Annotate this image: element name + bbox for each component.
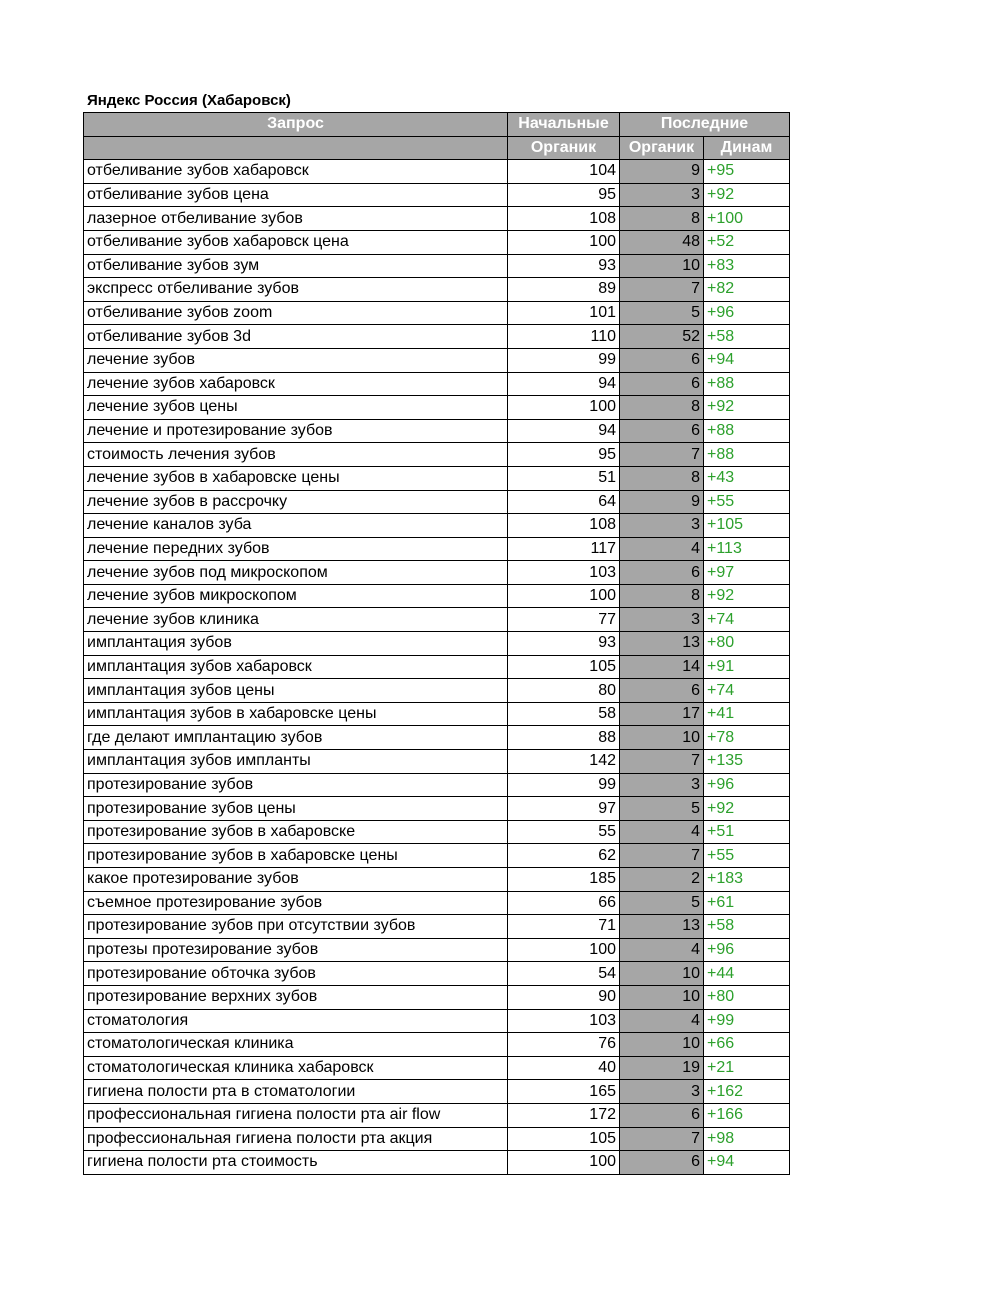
query-cell: лечение зубов цены xyxy=(84,396,508,420)
query-cell: отбеливание зубов хабаровск цена xyxy=(84,230,508,254)
last-organic-cell: 7 xyxy=(620,844,704,868)
start-organic-cell: 89 xyxy=(508,278,620,302)
dynamics-cell: +58 xyxy=(704,915,790,939)
dynamics-cell: +88 xyxy=(704,372,790,396)
table-row xyxy=(84,183,790,207)
table-row xyxy=(84,348,790,372)
start-organic-cell: 58 xyxy=(508,702,620,726)
query-cell: протезирование зубов xyxy=(84,773,508,797)
table-row xyxy=(84,868,790,892)
dynamics-cell: +21 xyxy=(704,1056,790,1080)
table-row xyxy=(84,1009,790,1033)
query-cell: лечение зубов под микроскопом xyxy=(84,561,508,585)
last-organic-cell: 8 xyxy=(620,466,704,490)
table-row xyxy=(84,207,790,231)
last-organic-cell: 8 xyxy=(620,396,704,420)
dynamics-cell: +88 xyxy=(704,443,790,467)
dynamics-cell: +88 xyxy=(704,419,790,443)
query-cell: протезирование верхних зубов xyxy=(84,985,508,1009)
query-cell: протезирование зубов в хабаровске xyxy=(84,820,508,844)
query-cell: лазерное отбеливание зубов xyxy=(84,207,508,231)
last-organic-cell: 6 xyxy=(620,419,704,443)
query-cell: лечение зубов микроскопом xyxy=(84,584,508,608)
dynamics-cell: +95 xyxy=(704,160,790,184)
query-cell: отбеливание зубов зум xyxy=(84,254,508,278)
start-organic-cell: 100 xyxy=(508,584,620,608)
start-organic-cell: 165 xyxy=(508,1080,620,1104)
start-organic-cell: 100 xyxy=(508,938,620,962)
start-organic-cell: 105 xyxy=(508,1127,620,1151)
header-row-sub xyxy=(84,136,790,160)
start-organic-cell: 95 xyxy=(508,183,620,207)
query-cell: лечение передних зубов xyxy=(84,537,508,561)
start-organic-cell: 94 xyxy=(508,419,620,443)
last-organic-cell: 13 xyxy=(620,632,704,656)
table-row xyxy=(84,278,790,302)
last-organic-cell: 10 xyxy=(620,1033,704,1057)
dynamics-cell: +94 xyxy=(704,1151,790,1175)
query-cell: профессиональная гигиена полости рта air flow xyxy=(84,1103,508,1127)
dynamics-cell: +166 xyxy=(704,1103,790,1127)
query-cell: отбеливание зубов 3d xyxy=(84,325,508,349)
start-organic-cell: 101 xyxy=(508,301,620,325)
start-organic-cell: 117 xyxy=(508,537,620,561)
dynamics-cell: +51 xyxy=(704,820,790,844)
start-organic-cell: 55 xyxy=(508,820,620,844)
query-cell: имплантация зубов цены xyxy=(84,679,508,703)
start-organic-cell: 103 xyxy=(508,1009,620,1033)
query-cell: отбеливание зубов zoom xyxy=(84,301,508,325)
last-organic-cell: 4 xyxy=(620,820,704,844)
dynamics-cell: +52 xyxy=(704,230,790,254)
query-cell: протезы протезирование зубов xyxy=(84,938,508,962)
start-organic-cell: 103 xyxy=(508,561,620,585)
dynamics-cell: +55 xyxy=(704,490,790,514)
last-organic-cell: 4 xyxy=(620,938,704,962)
dynamics-cell: +113 xyxy=(704,537,790,561)
dynamics-cell: +98 xyxy=(704,1127,790,1151)
table-row xyxy=(84,514,790,538)
table-row xyxy=(84,655,790,679)
query-cell: протезирование зубов в хабаровске цены xyxy=(84,844,508,868)
dynamics-cell: +105 xyxy=(704,514,790,538)
start-organic-cell: 108 xyxy=(508,514,620,538)
dynamics-cell: +92 xyxy=(704,396,790,420)
start-organic-cell: 90 xyxy=(508,985,620,1009)
table-row xyxy=(84,419,790,443)
start-organic-cell: 100 xyxy=(508,230,620,254)
query-cell: отбеливание зубов хабаровск xyxy=(84,160,508,184)
start-organic-cell: 108 xyxy=(508,207,620,231)
dynamics-cell: +99 xyxy=(704,1009,790,1033)
last-organic-cell: 5 xyxy=(620,301,704,325)
table-row xyxy=(84,1127,790,1151)
table-row xyxy=(84,726,790,750)
last-organic-cell: 7 xyxy=(620,278,704,302)
table-row xyxy=(84,1103,790,1127)
header-last-group: Последние xyxy=(620,113,790,137)
query-cell: отбеливание зубов цена xyxy=(84,183,508,207)
last-organic-cell: 3 xyxy=(620,1080,704,1104)
query-cell: протезирование зубов при отсутствии зубов xyxy=(84,915,508,939)
last-organic-cell: 9 xyxy=(620,160,704,184)
table-row xyxy=(84,702,790,726)
last-organic-cell: 3 xyxy=(620,608,704,632)
dynamics-cell: +43 xyxy=(704,466,790,490)
last-organic-cell: 7 xyxy=(620,443,704,467)
last-organic-cell: 4 xyxy=(620,1009,704,1033)
dynamics-cell: +58 xyxy=(704,325,790,349)
last-organic-cell: 5 xyxy=(620,797,704,821)
table-row xyxy=(84,797,790,821)
table-row xyxy=(84,1080,790,1104)
dynamics-cell: +74 xyxy=(704,679,790,703)
last-organic-cell: 52 xyxy=(620,325,704,349)
dynamics-cell: +96 xyxy=(704,773,790,797)
table-row xyxy=(84,584,790,608)
start-organic-cell: 100 xyxy=(508,396,620,420)
report-title: Яндекс Россия (Хабаровск) xyxy=(87,92,291,109)
last-organic-cell: 6 xyxy=(620,679,704,703)
dynamics-cell: +135 xyxy=(704,750,790,774)
table-row xyxy=(84,372,790,396)
query-cell: какое протезирование зубов xyxy=(84,868,508,892)
last-organic-cell: 48 xyxy=(620,230,704,254)
start-organic-cell: 105 xyxy=(508,655,620,679)
last-organic-cell: 4 xyxy=(620,537,704,561)
last-organic-cell: 10 xyxy=(620,985,704,1009)
dynamics-cell: +92 xyxy=(704,584,790,608)
last-organic-cell: 7 xyxy=(620,750,704,774)
dynamics-cell: +74 xyxy=(704,608,790,632)
table-row xyxy=(84,750,790,774)
table-row xyxy=(84,490,790,514)
table-row xyxy=(84,537,790,561)
table-body xyxy=(84,160,790,1175)
table-row xyxy=(84,891,790,915)
table-row xyxy=(84,985,790,1009)
dynamics-cell: +83 xyxy=(704,254,790,278)
dynamics-cell: +97 xyxy=(704,561,790,585)
start-organic-cell: 54 xyxy=(508,962,620,986)
query-cell: лечение каналов зуба xyxy=(84,514,508,538)
table-row xyxy=(84,679,790,703)
dynamics-cell: +92 xyxy=(704,797,790,821)
last-organic-cell: 10 xyxy=(620,962,704,986)
last-organic-cell: 14 xyxy=(620,655,704,679)
table-row xyxy=(84,1151,790,1175)
header-start-organic: Органик xyxy=(508,136,620,160)
start-organic-cell: 51 xyxy=(508,466,620,490)
dynamics-cell: +66 xyxy=(704,1033,790,1057)
header-row-top xyxy=(84,113,790,137)
start-organic-cell: 94 xyxy=(508,372,620,396)
table-row xyxy=(84,915,790,939)
query-cell: съемное протезирование зубов xyxy=(84,891,508,915)
query-cell: лечение зубов хабаровск xyxy=(84,372,508,396)
start-organic-cell: 93 xyxy=(508,254,620,278)
header-last-organic: Органик xyxy=(620,136,704,160)
last-organic-cell: 17 xyxy=(620,702,704,726)
table-row xyxy=(84,962,790,986)
table-row xyxy=(84,443,790,467)
header-dynamics: Динам xyxy=(704,136,790,160)
rankings-table xyxy=(83,112,790,1175)
start-organic-cell: 110 xyxy=(508,325,620,349)
query-cell: лечение зубов в рассрочку xyxy=(84,490,508,514)
query-cell: стоматологическая клиника xyxy=(84,1033,508,1057)
last-organic-cell: 6 xyxy=(620,372,704,396)
table-row xyxy=(84,1056,790,1080)
start-organic-cell: 77 xyxy=(508,608,620,632)
query-cell: экспресс отбеливание зубов xyxy=(84,278,508,302)
start-organic-cell: 80 xyxy=(508,679,620,703)
dynamics-cell: +183 xyxy=(704,868,790,892)
query-cell: протезирование зубов цены xyxy=(84,797,508,821)
table-row xyxy=(84,773,790,797)
table-header xyxy=(84,113,790,160)
start-organic-cell: 99 xyxy=(508,773,620,797)
last-organic-cell: 6 xyxy=(620,1103,704,1127)
dynamics-cell: +96 xyxy=(704,301,790,325)
dynamics-cell: +80 xyxy=(704,632,790,656)
dynamics-cell: +92 xyxy=(704,183,790,207)
table-row xyxy=(84,938,790,962)
dynamics-cell: +91 xyxy=(704,655,790,679)
start-organic-cell: 93 xyxy=(508,632,620,656)
last-organic-cell: 13 xyxy=(620,915,704,939)
table-row xyxy=(84,160,790,184)
dynamics-cell: +80 xyxy=(704,985,790,1009)
header-start-group: Начальные xyxy=(508,113,620,137)
query-cell: протезирование обточка зубов xyxy=(84,962,508,986)
table-row xyxy=(84,230,790,254)
last-organic-cell: 10 xyxy=(620,254,704,278)
query-cell: где делают имплантацию зубов xyxy=(84,726,508,750)
query-cell: лечение зубов клиника xyxy=(84,608,508,632)
query-cell: стоимость лечения зубов xyxy=(84,443,508,467)
start-organic-cell: 172 xyxy=(508,1103,620,1127)
table-row xyxy=(84,301,790,325)
query-cell: лечение зубов в хабаровске цены xyxy=(84,466,508,490)
dynamics-cell: +41 xyxy=(704,702,790,726)
last-organic-cell: 5 xyxy=(620,891,704,915)
last-organic-cell: 3 xyxy=(620,183,704,207)
start-organic-cell: 142 xyxy=(508,750,620,774)
query-cell: гигиена полости рта в стоматологии xyxy=(84,1080,508,1104)
query-cell: имплантация зубов в хабаровске цены xyxy=(84,702,508,726)
start-organic-cell: 40 xyxy=(508,1056,620,1080)
table-row xyxy=(84,608,790,632)
dynamics-cell: +94 xyxy=(704,348,790,372)
table-row xyxy=(84,396,790,420)
start-organic-cell: 71 xyxy=(508,915,620,939)
last-organic-cell: 10 xyxy=(620,726,704,750)
start-organic-cell: 185 xyxy=(508,868,620,892)
start-organic-cell: 104 xyxy=(508,160,620,184)
last-organic-cell: 7 xyxy=(620,1127,704,1151)
start-organic-cell: 62 xyxy=(508,844,620,868)
table-row xyxy=(84,820,790,844)
start-organic-cell: 66 xyxy=(508,891,620,915)
dynamics-cell: +96 xyxy=(704,938,790,962)
dynamics-cell: +82 xyxy=(704,278,790,302)
query-cell: имплантация зубов xyxy=(84,632,508,656)
last-organic-cell: 3 xyxy=(620,773,704,797)
dynamics-cell: +44 xyxy=(704,962,790,986)
table-row xyxy=(84,254,790,278)
start-organic-cell: 100 xyxy=(508,1151,620,1175)
start-organic-cell: 95 xyxy=(508,443,620,467)
last-organic-cell: 6 xyxy=(620,561,704,585)
dynamics-cell: +78 xyxy=(704,726,790,750)
start-organic-cell: 64 xyxy=(508,490,620,514)
query-cell: гигиена полости рта стоимость xyxy=(84,1151,508,1175)
table-row xyxy=(84,561,790,585)
table-row xyxy=(84,632,790,656)
dynamics-cell: +61 xyxy=(704,891,790,915)
start-organic-cell: 99 xyxy=(508,348,620,372)
table-row xyxy=(84,844,790,868)
query-cell: профессиональная гигиена полости рта акция xyxy=(84,1127,508,1151)
query-cell: лечение и протезирование зубов xyxy=(84,419,508,443)
query-cell: стоматологическая клиника хабаровск xyxy=(84,1056,508,1080)
dynamics-cell: +55 xyxy=(704,844,790,868)
last-organic-cell: 6 xyxy=(620,1151,704,1175)
last-organic-cell: 6 xyxy=(620,348,704,372)
last-organic-cell: 8 xyxy=(620,584,704,608)
start-organic-cell: 76 xyxy=(508,1033,620,1057)
last-organic-cell: 19 xyxy=(620,1056,704,1080)
query-cell: имплантация зубов хабаровск xyxy=(84,655,508,679)
header-query-empty xyxy=(84,136,508,160)
query-cell: имплантация зубов импланты xyxy=(84,750,508,774)
start-organic-cell: 88 xyxy=(508,726,620,750)
dynamics-cell: +162 xyxy=(704,1080,790,1104)
last-organic-cell: 3 xyxy=(620,514,704,538)
table-row xyxy=(84,325,790,349)
last-organic-cell: 9 xyxy=(620,490,704,514)
table-row xyxy=(84,1033,790,1057)
table-row xyxy=(84,466,790,490)
header-query: Запрос xyxy=(84,113,508,137)
dynamics-cell: +100 xyxy=(704,207,790,231)
last-organic-cell: 2 xyxy=(620,868,704,892)
last-organic-cell: 8 xyxy=(620,207,704,231)
start-organic-cell: 97 xyxy=(508,797,620,821)
query-cell: лечение зубов xyxy=(84,348,508,372)
query-cell: стоматология xyxy=(84,1009,508,1033)
